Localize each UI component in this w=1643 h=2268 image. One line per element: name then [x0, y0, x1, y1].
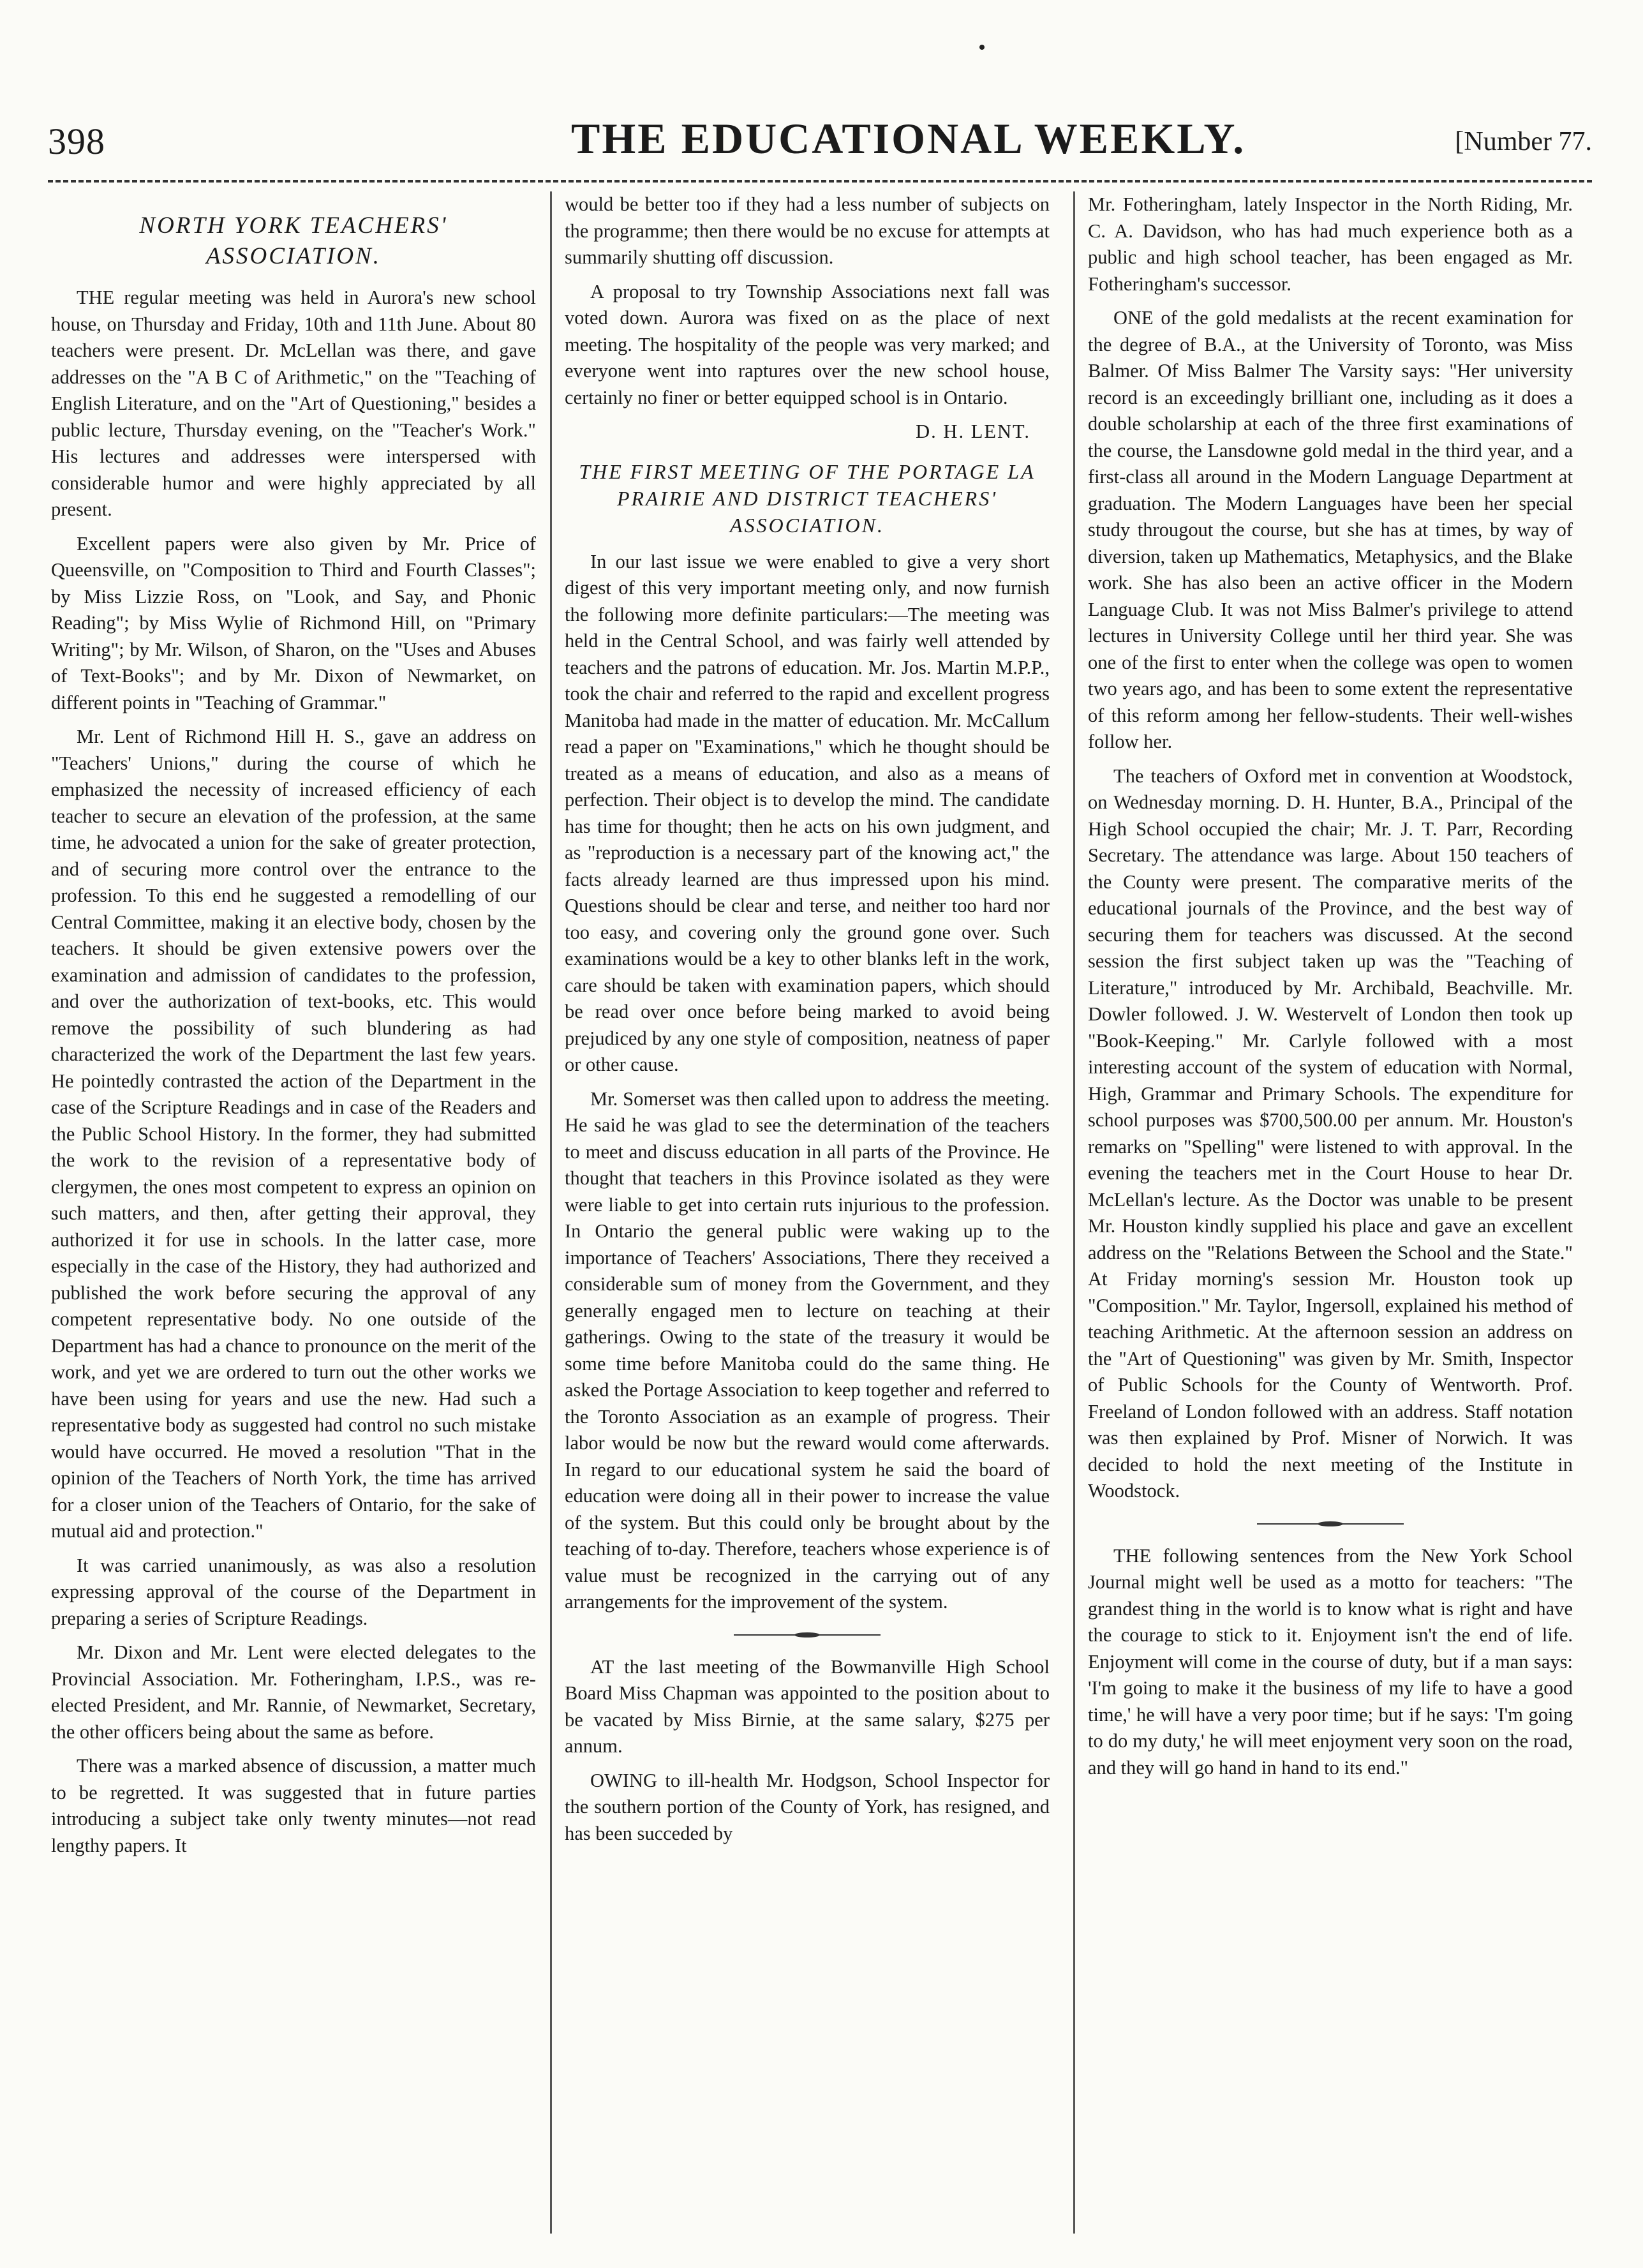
article-title-north-york: NORTH YORK TEACHERS' ASSOCIATION. — [139, 213, 448, 269]
paragraph: The teachers of Oxford met in convention at Woodstock, on Wednesday morning. D. H. Hunter, B.A., Principal of the High School occupied the chair; Mr. J. T. Parr, Recording Secretary. The attendance was large. About 150 teachers of the County were present. The comparative merits of the educational journals of the Province, and the best way of securing them for teachers was discussed. At the second session the first subject taken up was the "Teaching of Literature," introduced by Mr. Archibald, Beachville. Mr. Dowler followed. J. W. Westervelt of London then took up "Book-Keeping." Mr. Carlyle followed with a most interesting account of the system of education with Normal, High, Grammar and Primary Schools. The expenditure for school purposes was $700,500.00 per annum. Mr. Houston's remarks on "Spelling" were listened to with approval. In the evening the teachers met in the Court House to hear Dr. McLellan's lecture. As the Doctor was unable to be present Mr. Houston kindly supplied his place and gave an excellent address on the "Relations Between the School and the State." At Friday morning's session Mr. Houston took up "Composition." Mr. Taylor, Ingersoll, explained his method of teaching Arithmetic. At the afternoon session an address on the "Art of Questioning" was given by Mr. Smith, Inspector of Public Schools for the County of Wentworth. Prof. Freeland of London followed with an address. Staff notation was then explained by Prof. Misner of Norwich. It was decided to hold the next meeting of the Institute in Woodstock. — [1088, 765, 1573, 1502]
paragraph: AT the last meeting of the Bowmanville High School Board Miss Chapman was appointed to the position about to be vacated by Miss Birnie, at the same salary, $275 per annum. — [565, 1655, 1050, 1757]
paragraph: It was carried unanimously, as was also a resolution expressing approval of the course of the Department in preparing a series of Scripture Readings. — [51, 1554, 536, 1629]
paragraph: OWING to ill-health Mr. Hodgson, School Inspector for the southern portion of the County of York, has resigned, and has been succeded by — [565, 1769, 1050, 1844]
column-2 — [565, 191, 1050, 2240]
header-rule — [48, 180, 1592, 183]
ornamental-divider — [734, 1632, 881, 1638]
paragraph: THE following sentences from the New York School Journal might well be used as a motto for teachers: "The grandest thing in the world is to know what is right and have the courage to stick to it. Enjoyment isn't the end of life. Enjoyment will come in the course of duty, but if a man says: 'I'm going to make it the business of my life to have a good time,' he will have a very poor time; but if he says: 'I'm going to do my duty,' he will meet enjoyment very soon on the road, and they will go hand in hand to its end." — [1088, 1544, 1573, 1779]
paragraph: Mr. Lent of Richmond Hill H. S., gave an address on "Teachers' Unions," during the course of which he emphasized the necessity of increased efficiency of each teacher to secure an elevation of the profession, at the same time, he advocated a union for the sake of greater protection, and of securing more control over the entrance to the profession. To this end he suggested a remodelling of our Central Committee, making it an elective body, chosen by the teachers. It should be given extensive powers over the examination and admission of candidates to the profession, and over the authorization of text-books, etc. This would remove the possibility of such blundering as had characterized the work of the Department the last few years. He pointedly contrasted the action of the Department in the case of the Scripture Readings and in case of the Readers and the Public School History. In the former, they had submitted the work to the revision of a representative body of clergymen, the ones most competent to express an opinion on such matters, and then, after getting their approval, they authorized it for use in schools. In the latter case, more especially in the case of the History, they had authorized and published the work before securing the approval of any competent representative body. No one outside of the Department has had a chance to pronounce on the merit of the work, and yet we are ordered to turn out the other works we have been using for years and use the new. Had such a representative body as suggested had control no such mistake would have occurred. He moved a resolution "That in the opinion of the Teachers of North York, the time has arrived for a closer union of the Teachers of Ontario, for the sake of mutual aid and protection." — [51, 726, 536, 1542]
paragraph: There was a marked absence of discussion, a matter much to be regretted. It was suggested that in future parties introducing a subject take only twenty minutes—not read lengthy papers. It — [51, 1755, 536, 1856]
column-divider — [1073, 191, 1075, 2234]
paragraph: THE regular meeting was held in Aurora's new school house, on Thursday and Friday, 10th and 11th June. About 80 teachers were present. Dr. McLellan was there, and gave addresses on the "A B C of Arithmetic," on the "Teaching of English Literature, and on the "Art of Questioning," besides a public lecture, Thursday evening, on the "Teacher's Work." His lectures and addresses were interspersed with considerable humor and were highly appreciated by all present. — [51, 287, 536, 520]
ornamental-divider — [1257, 1521, 1404, 1526]
paragraph: Mr. Somerset was then called upon to address the meeting. He said he was glad to see the determination of the teachers to meet and discuss education in all parts of the Province. He thought that teachers in this Province isolated as they were were liable to get into certain ruts injurious to the profession. In Ontario the general public were waking up to the importance of Teachers' Associations, There they received a considerable sum of money from the Government, and they generally engaged men to lecture on teaching at their gatherings. Owing to the state of the treasury it would be some time before Manitoba could do the same thing. He asked the Portage Association to keep together and referred to the Toronto Association as an example of progress. Their labor would be now but the reward would come afterwards. In regard to our educational system he said the board of education were doing all in their power to increase the value of the system. But this could only be brought about by the teaching of to-day. Therefore, teachers whose experience is of value must be recognized in the carrying out of any arrangements for the improvement of the system. — [565, 1087, 1050, 1613]
column-3 — [1088, 191, 1573, 2240]
paragraph: Mr. Fotheringham, lately Inspector in the North Riding, Mr. C. A. Davidson, who has had much experience both as a public and high school teacher, has been engaged as Mr. Fotheringham's successor. — [1088, 193, 1573, 295]
column-divider — [550, 191, 552, 2234]
column-1 — [51, 191, 536, 2240]
paragraph: ONE of the gold medalists at the recent examination for the degree of B.A., at the University of Toronto, was Miss Balmer. Of Miss Balmer The Varsity says: "Her university record is an exceedingly brilliant one, including as it does a double scholarship at each of the three first examinations of the course, the Lansdowne gold medal in the third year, and a first-class all around in the Modern Language Department at graduation. The Modern Languages have been her special study througout the course, but she has at times, by way of diversion, taken up Mathematics, Metaphysics, and the Blake work. She has also been an active officer in the Modern Language Club. It was not Miss Balmer's privilege to attend lectures in University College until her third year. She was one of the first to enter when the college was open to women two years ago, and has been to some extent the representative of this reform among her fellow-students. Their well-wishes follow her. — [1088, 307, 1573, 752]
paragraph: Mr. Dixon and Mr. Lent were elected delegates to the Provincial Association. Mr. Fotheringham, I.P.S., was re-elected President, and Mr. Rannie, of Newmarket, Secretary, the other officers being about the same as before. — [51, 1641, 536, 1743]
paragraph: would be better too if they had a less number of subjects on the programme; then there would be no excuse for attempts at summarily shutting off discussion. — [565, 193, 1050, 268]
print-speck — [979, 45, 985, 50]
page-header — [48, 108, 1592, 179]
paragraph: A proposal to try Township Associations next fall was voted down. Aurora was fixed on as the place of next meeting. The hospitality of the people was very marked; and everyone went into raptures over the new school house, certainly no finer or better equipped school is in Ontario. — [565, 280, 1050, 408]
paragraph: Excellent papers were also given by Mr. Price of Queensville, on "Composition to Third and Fourth Classes"; by Miss Lizzie Ross, on "Look, and Say, and Phonic Reading"; by Miss Wylie of Richmond Hill, on "Primary Writing"; by Mr. Wilson, of Sharon, on the "Uses and Abuses of Text-Books"; and by Mr. Dixon of Newmarket, on different points in "Teaching of Grammar." — [51, 532, 536, 713]
paragraph: In our last issue we were enabled to give a very short digest of this very important meeting only, and now furnish the following more definite particulars:—The meeting was held in the Central School, and was fairly well attended by teachers and the patrons of education. Mr. Jos. Martin M.P.P., took the chair and referred to the rapid and excellent progress Manitoba had made in the matter of education. Mr. McCallum read a paper on "Examinations," which he thought should be treated as a means of education, and also as a means of perfection. Their object is to develop the mind. The candidate has time for thought; then he acts on his own judgment, and as "reproduction is a necessary part of the knowing act," the facts already learned are thus impressed upon his mind. Questions should be clear and terse, and neither too hard nor too easy, and covering only the ground gone over. Such examinations would be a key to other blanks left in the work, care should be taken with examination papers, which should be read over once before being marked to avoid being prejudiced by any one style of composition, neatness of paper or other cause. — [565, 550, 1050, 1075]
article-title-portage: THE FIRST MEETING OF THE PORTAGE LA PRAIRIE AND DISTRICT TEACHERS' ASSOCIATION. — [579, 459, 1036, 537]
masthead-title: THE EDUCATIONAL WEEKLY. — [571, 114, 1246, 163]
signature: D. H. LENT. — [916, 421, 1030, 442]
page-number: 398 — [48, 121, 105, 162]
issue-number: [Number 77. — [1455, 127, 1592, 156]
